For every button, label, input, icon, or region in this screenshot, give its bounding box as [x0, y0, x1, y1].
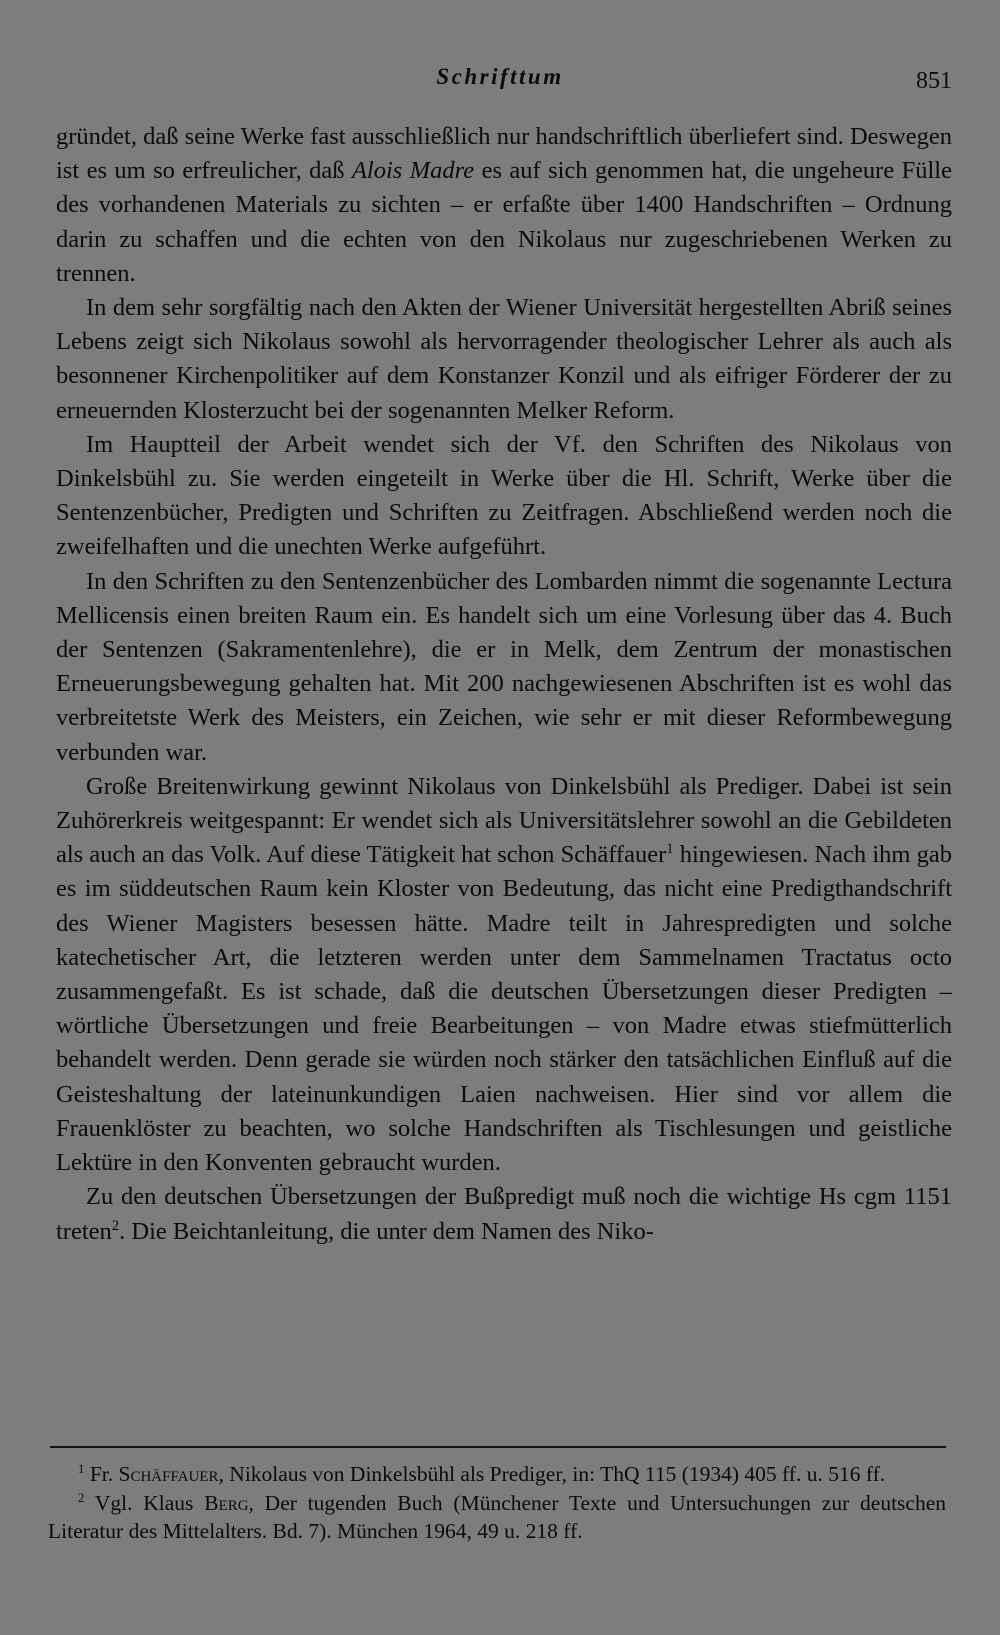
paragraph-1 — [56, 120, 952, 291]
paragraph-5 — [56, 770, 952, 1180]
footnote-2-text: Vgl. Klaus — [84, 1490, 205, 1515]
paragraph-5-text: Große Breitenwirkung gewinnt Nikolaus von Dinkelsbühl als Prediger. Dabei ist sein Zuhörerkreis weitgespannt: Er wendet sich als Universitätslehrer sowohl an die Gebildeten als auch an das Volk. Auf diese Tätigkeit hat schon Schäffauer — [56, 772, 952, 869]
paragraph-5-rest: hingewiesen. Nach ihm gab es im süddeutschen Raum kein Kloster von Bedeutung, das nicht eine Predigthandschrift des Wiener Magisters besessen hätte. Madre teilt in Jahrespredigten und solche katechetischer Art, die letzteren werden unter dem Sammelnamen Tractatus octo zusammengefaßt. Es ist schade, daß die deutschen Übersetzungen dieser Predigten – wörtliche Übersetzungen und freie Bearbeitungen – von Madre etwas stiefmütterlich behandelt werden. Denn gerade sie würden noch stärker den tatsächlichen Einfluß auf die Geisteshaltung der lateinunkundigen Laien nachweisen. Hier sind vor allem die Frauenklöster zu beachten, wo solche Handschriften als Tischlesungen und geistliche Lektüre in den Konventen gebraucht wurden. — [56, 841, 952, 1177]
page-number: 851 — [916, 68, 952, 94]
author-name: Alois Madre — [351, 157, 475, 185]
footnote-2-mark: 2 — [78, 1490, 85, 1505]
footnote-ref-1: 1 — [666, 841, 674, 858]
paragraph-2: In dem sehr sorgfältig nach den Akten der Wiener Universität hergestellten Abriß seines Lebens zeigt sich Nikolaus sowohl als hervorragender theologischer Lehrer als auch als besonnener Kirchenpolitiker auf dem Konstanzer Konzil und als eifriger Förderer der zu erneuernden Klosterzucht bei der sogenannten Melker Reform. — [56, 294, 952, 424]
footnote-1-author: Schäffauer — [118, 1462, 219, 1486]
footnotes — [48, 1460, 946, 1546]
footnote-2-author: Berg — [204, 1490, 249, 1515]
paragraph-3: Im Hauptteil der Arbeit wendet sich der Vf. den Schriften des Nikolaus von Dinkelsbühl zu. Sie werden eingeteilt in Werke über die Hl. Schrift, Werke über die Sentenzenbücher, Predigten und Schriften zu Zeitfragen. Abschließend werden noch die zweifelhaften und die unechten Werke aufgeführt. — [56, 430, 952, 561]
footnote-2-rest: , Der tugenden Buch (Münchener Texte und Untersuchungen zur deutschen Literatur des Mittelalters. Bd. 7). München 1964, 49 u. 218 ff. — [48, 1490, 946, 1544]
running-title: Schrifttum — [436, 64, 564, 89]
paragraph-4: In den Schriften zu den Sentenzenbücher des Lombarden nimmt die sogenannte Lectura Mellicensis einen breiten Raum ein. Es handelt sich um eine Vorlesung über das 4. Buch der Sentenzen (Sakramentenlehre), die er in Melk, dem Zentrum der monastischen Erneuerungsbewegung gehalten hat. Mit 200 nachgewiesenen Abschriften ist es wohl das verbreitetste Werk des Meisters, ein Zeichen, wie sehr er mit dieser Reformbewegung verbunden war. — [56, 567, 952, 766]
paragraph-1-text: gründet, daß seine Werke fast ausschließlich nur handschriftlich überliefert sind. Deswegen ist es um so erfreulicher, daß — [56, 123, 952, 185]
footnote-1-text: Fr. — [84, 1462, 119, 1486]
footnote-2 — [48, 1489, 946, 1546]
footnote-1 — [48, 1460, 946, 1489]
paragraph-6 — [56, 1180, 952, 1248]
footnote-1-mark: 1 — [78, 1461, 85, 1476]
paragraph-6-text: Zu den deutschen Übersetzungen der Bußpredigt muß noch die wichtige Hs cgm 1151 treten — [56, 1183, 952, 1245]
footnote-1-rest: , Nikolaus von Dinkelsbühl als Prediger, in: ThQ 115 (1934) 405 ff. u. 516 ff. — [218, 1462, 886, 1486]
body-text — [56, 120, 952, 1249]
paragraph-1-rest: es auf sich genommen hat, die ungeheure Fülle des vorhandenen Materials zu sichten – er erfaßte über 1400 Handschriften – Ordnung darin zu schaffen und die echten von den Nikolaus nur zugeschriebenen Werken zu trennen. — [56, 157, 952, 287]
footnote-divider — [50, 1446, 946, 1448]
paragraph-6-rest: . Die Beichtanleitung, die unter dem Namen des Niko- — [119, 1217, 654, 1245]
footnote-ref-2: 2 — [111, 1217, 120, 1234]
